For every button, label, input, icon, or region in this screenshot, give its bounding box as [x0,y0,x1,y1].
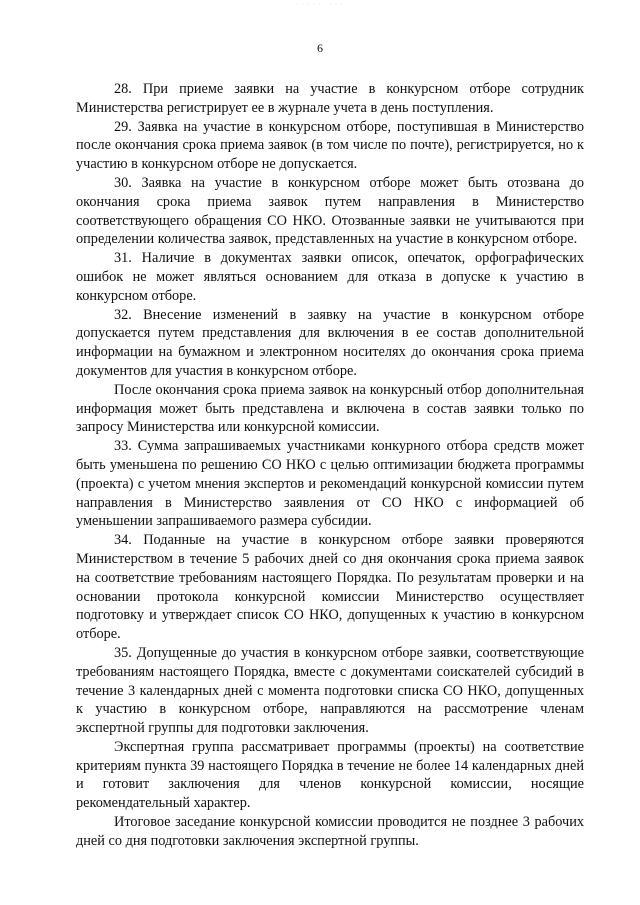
paragraph-35-final-meeting: Итоговое заседание конкурсной комиссии проводится не позднее 3 рабочих дней со дня подготовки заключения экспертной группы. [76,814,584,849]
paragraph-33: 33. Сумма запрашиваемых участниками конкурного отбора средств может быть уменьшена по решению СО НКО с целью оптимизации бюджета программы (проекта) с учетом мнения экспертов и рекомендаций конкурсной комиссии путем направления в Министерство заявления от СО НКО с информацией об уменьшении запрашиваемого размера субсидии. [76,438,584,530]
page-number: 6 [317,41,323,55]
paragraph-30: 30. Заявка на участие в конкурсном отборе может быть отозвана до окончания срока приема заявок путем направления в Министерство соответствующего обращения СО НКО. Отозванные заявки не учитываются при определении количества заявок, представленных на участие в конкурсном отборе. [76,174,584,248]
paragraph-35: 35. Допущенные до участия в конкурсном отборе заявки, соответствующие требованиям настоящего Порядка, вместе с документами соискателей субсидий в течение 3 календарных дней с момента подготовки списка СО НКО, допущенных к участию в конкурсном отборе, направляются на рассмотрение членам экспертной группы для подготовки заключения. [76,644,584,737]
paragraph-34: 34. Поданные на участие в конкурсном отборе заявки проверяются Министерством в течение 5 рабочих дней со дня окончания срока приема заявок на соответствие требованиям настоящего Порядка. По результатам проверки и на основании протокола конкурсной комиссии Министерство осуществляет подготовку и утверждает список СО НКО, допущенных к участию в конкурсном отборе. [76,532,584,643]
paragraph-35-expert-group: Экспертная группа рассматривает программы (проекты) на соответствие критериям пункта 39 настоящего Порядка в течение не более 14 календарных дней и готовит заключения для членов конкурсной комиссии, носящие рекомендательный характер. [76,738,584,812]
paragraph-31: 31. Наличие в документах заявки описок, опечаток, орфографических ошибок не может являться основанием для отказа в допуске к участию в конкурсном отборе. [76,250,584,304]
paragraph-28: 28. При приеме заявки на участие в конкурсном отборе сотрудник Министерства регистрирует ее в журнале учета в день поступления. [76,81,584,116]
paragraph-32-continuation: После окончания срока приема заявок на конкурсный отбор дополнительная информация может быть представлена и включена в состав заявки только по запросу Министерства или конкурсной комиссии. [76,381,584,436]
paragraph-32: 32. Внесение изменений в заявку на участие в конкурсном отборе допускается путем представления для включения в ее состав дополнительной информации на бумажном и электронном носителях до окончания срока приема документов для участия в конкурсном отборе. [76,306,584,379]
scan-header-mark: · · · · · · · · · [296,2,344,8]
document-body [76,80,584,851]
paragraph-29: 29. Заявка на участие в конкурсном отборе, поступившая в Министерство после окончания срока приема заявок (в том числе по почте), регистрируется, но к участию в конкурсном отборе не допускается. [76,118,584,173]
